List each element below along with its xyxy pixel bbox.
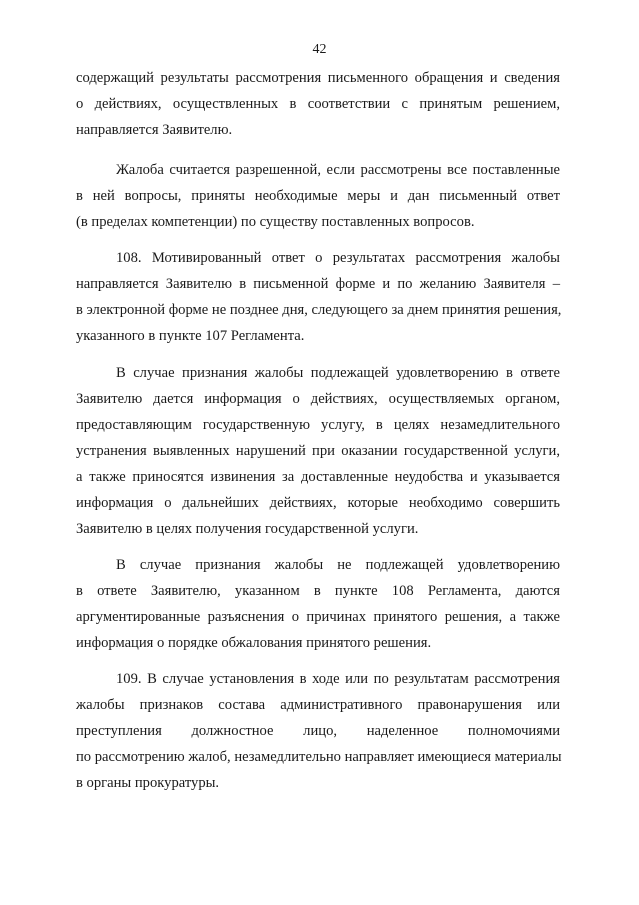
text-line: предоставляющим государственную услугу, в целях незамедлительного [76,417,560,433]
text-line: по рассмотрению жалоб, незамедлительно направляет имеющиеся материалы [76,749,562,765]
text-line: содержащий результаты рассмотрения письменного обращения и сведения [76,70,560,86]
text-line: а также приносятся извинения за доставленные неудобства и указывается [76,469,560,485]
text-line: (в пределах компетенции) по существу поставленных вопросов. [76,214,475,230]
text-line: указанного в пункте 107 Регламента. [76,328,305,344]
page-number: 42 [312,42,327,57]
paragraph-complaint-satisfied [76,360,560,542]
text-line: жалобы признаков состава административного правонарушения или [76,697,560,713]
paragraph-item-109 [76,666,560,796]
text-line: Заявителю дается информация о действиях, осуществляемых органом, [76,391,560,407]
text-line: В случае признания жалобы подлежащей удовлетворению в ответе [116,365,560,381]
text-line: направляется Заявителю в письменной форме и по желанию Заявителя – [76,276,560,292]
text-line: преступления должностное лицо, наделенное полномочиями [76,723,560,739]
text-line: информация о дальнейших действиях, которые необходимо совершить [76,495,560,511]
paragraph-continuation [76,65,560,143]
text-line: в ней вопросы, приняты необходимые меры и дан письменный ответ [76,188,560,204]
text-line: Заявителю в целях получения государственной услуги. [76,521,419,537]
text-line: 108. Мотивированный ответ о результатах рассмотрения жалобы [116,250,560,266]
text-line: в ответе Заявителю, указанном в пункте 108 Регламента, даются [76,583,560,599]
paragraph-complaint-rejected [76,552,560,656]
text-line: 109. В случае установления в ходе или по результатам рассмотрения [116,671,560,687]
text-line: информация о порядке обжалования принятого решения. [76,635,432,651]
text-line: аргументированные разъяснения о причинах принятого решения, а также [76,609,560,625]
paragraph-item-108 [76,245,560,349]
document-body [76,65,560,796]
text-line: направляется Заявителю. [76,122,233,138]
text-line: в электронной форме не позднее дня, следующего за днем принятия решения, [76,302,562,318]
text-line: Жалоба считается разрешенной, если рассмотрены все поставленные [116,162,560,178]
text-line: устранения выявленных нарушений при оказании государственной услуги, [76,443,560,459]
text-line: В случае признания жалобы не подлежащей удовлетворению [116,557,560,573]
text-line: в органы прокуратуры. [76,775,220,791]
text-line: о действиях, осуществленных в соответствии с принятым решением, [76,96,560,112]
paragraph-complaint-resolved [76,157,560,235]
